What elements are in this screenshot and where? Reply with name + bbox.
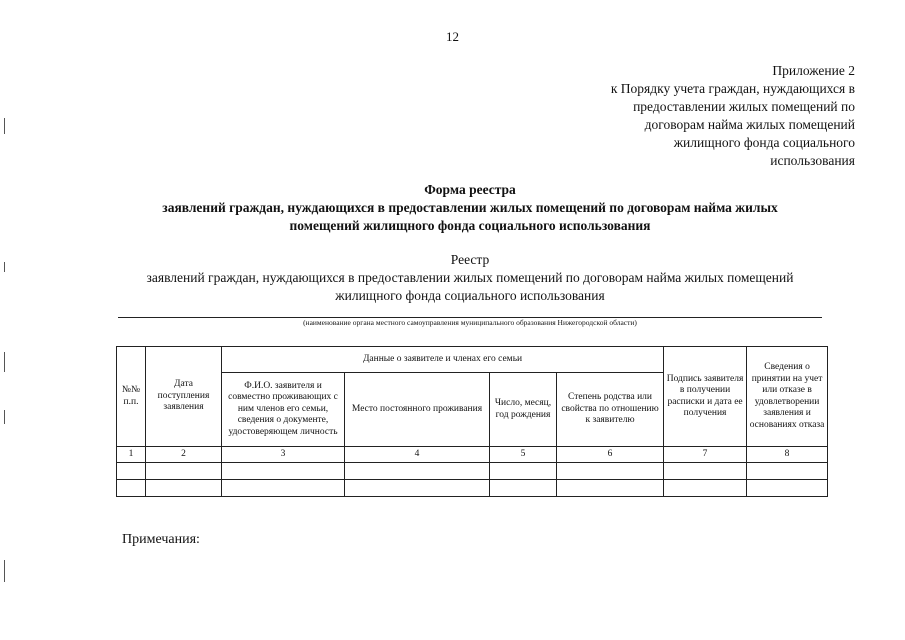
table-cell <box>345 463 490 480</box>
column-number: 5 <box>490 447 557 463</box>
column-number: 1 <box>117 447 146 463</box>
appendix-block <box>555 62 855 170</box>
header-date: Дата поступления заявления <box>146 347 222 447</box>
header-applicant-group: Данные о заявителе и членах его семьи <box>222 347 664 373</box>
table-cell <box>747 463 828 480</box>
registry-table <box>116 346 828 497</box>
column-number: 2 <box>146 447 222 463</box>
appendix-line: договорам найма жилых помещений <box>644 117 855 132</box>
registry-title-line: заявлений граждан, нуждающихся в предоставлении жилых помещений по договорам найма жилых помещений <box>146 270 794 285</box>
page-number: 12 <box>446 29 459 44</box>
form-title <box>60 181 880 235</box>
table-cell <box>146 463 222 480</box>
registry-title-line: жилищного фонда социального использования <box>335 288 605 303</box>
table-cell <box>345 480 490 497</box>
registry-title <box>40 251 900 305</box>
appendix-line: использования <box>770 153 855 168</box>
table-cell <box>222 480 345 497</box>
table-cell <box>117 480 146 497</box>
column-number: 4 <box>345 447 490 463</box>
table-cell <box>664 463 747 480</box>
notes-label: Примечания: <box>122 532 200 547</box>
table-row <box>117 480 828 497</box>
appendix-line: к Порядку учета граждан, нуждающихся в <box>610 81 855 96</box>
header-fio: Ф.И.О. заявителя и совместно проживающих с ним членов его семьи, сведения о документе, удостоверяющем личность <box>222 373 345 447</box>
table-cell <box>557 480 664 497</box>
header-num: №№ п.п. <box>117 347 146 447</box>
header-residence: Место постоянного проживания <box>345 373 490 447</box>
header-birthdate: Число, месяц, год рождения <box>490 373 557 447</box>
table-cell <box>490 463 557 480</box>
form-title-line: помещений жилищного фонда социального использования <box>289 218 651 233</box>
scan-margin-mark <box>4 410 5 424</box>
table-cell <box>664 480 747 497</box>
registry-title-line: Реестр <box>450 252 490 267</box>
table-cell <box>222 463 345 480</box>
scan-margin-mark <box>4 560 5 582</box>
appendix-line: предоставлении жилых помещений по <box>633 99 855 114</box>
column-number: 7 <box>664 447 747 463</box>
column-number-row <box>117 447 828 463</box>
form-title-line: Форма реестра <box>424 182 516 197</box>
column-number: 3 <box>222 447 345 463</box>
appendix-line: Приложение 2 <box>772 63 855 78</box>
form-title-line: заявлений граждан, нуждающихся в предоставлении жилых помещений по договорам найма жилых <box>162 200 778 215</box>
org-name-caption: (наименование органа местного самоуправления муниципального образования Нижегородской области) <box>303 318 637 327</box>
header-decision: Сведения о принятии на учет или отказе в удовлетворении заявления и основаниях отказа <box>747 347 828 447</box>
header-signature: Подпись заявителя в получении расписки и дата ее получения <box>664 347 747 447</box>
column-number: 6 <box>557 447 664 463</box>
scan-margin-mark <box>4 118 5 134</box>
table-cell <box>557 463 664 480</box>
header-relation: Степень родства или свойства по отношению к заявителю <box>557 373 664 447</box>
table-cell <box>490 480 557 497</box>
table-cell <box>747 480 828 497</box>
table-cell <box>117 463 146 480</box>
appendix-line: жилищного фонда социального <box>673 135 855 150</box>
table-row <box>117 463 828 480</box>
table-cell <box>146 480 222 497</box>
column-number: 8 <box>747 447 828 463</box>
scan-margin-mark <box>4 262 5 272</box>
scan-margin-mark <box>4 352 5 372</box>
